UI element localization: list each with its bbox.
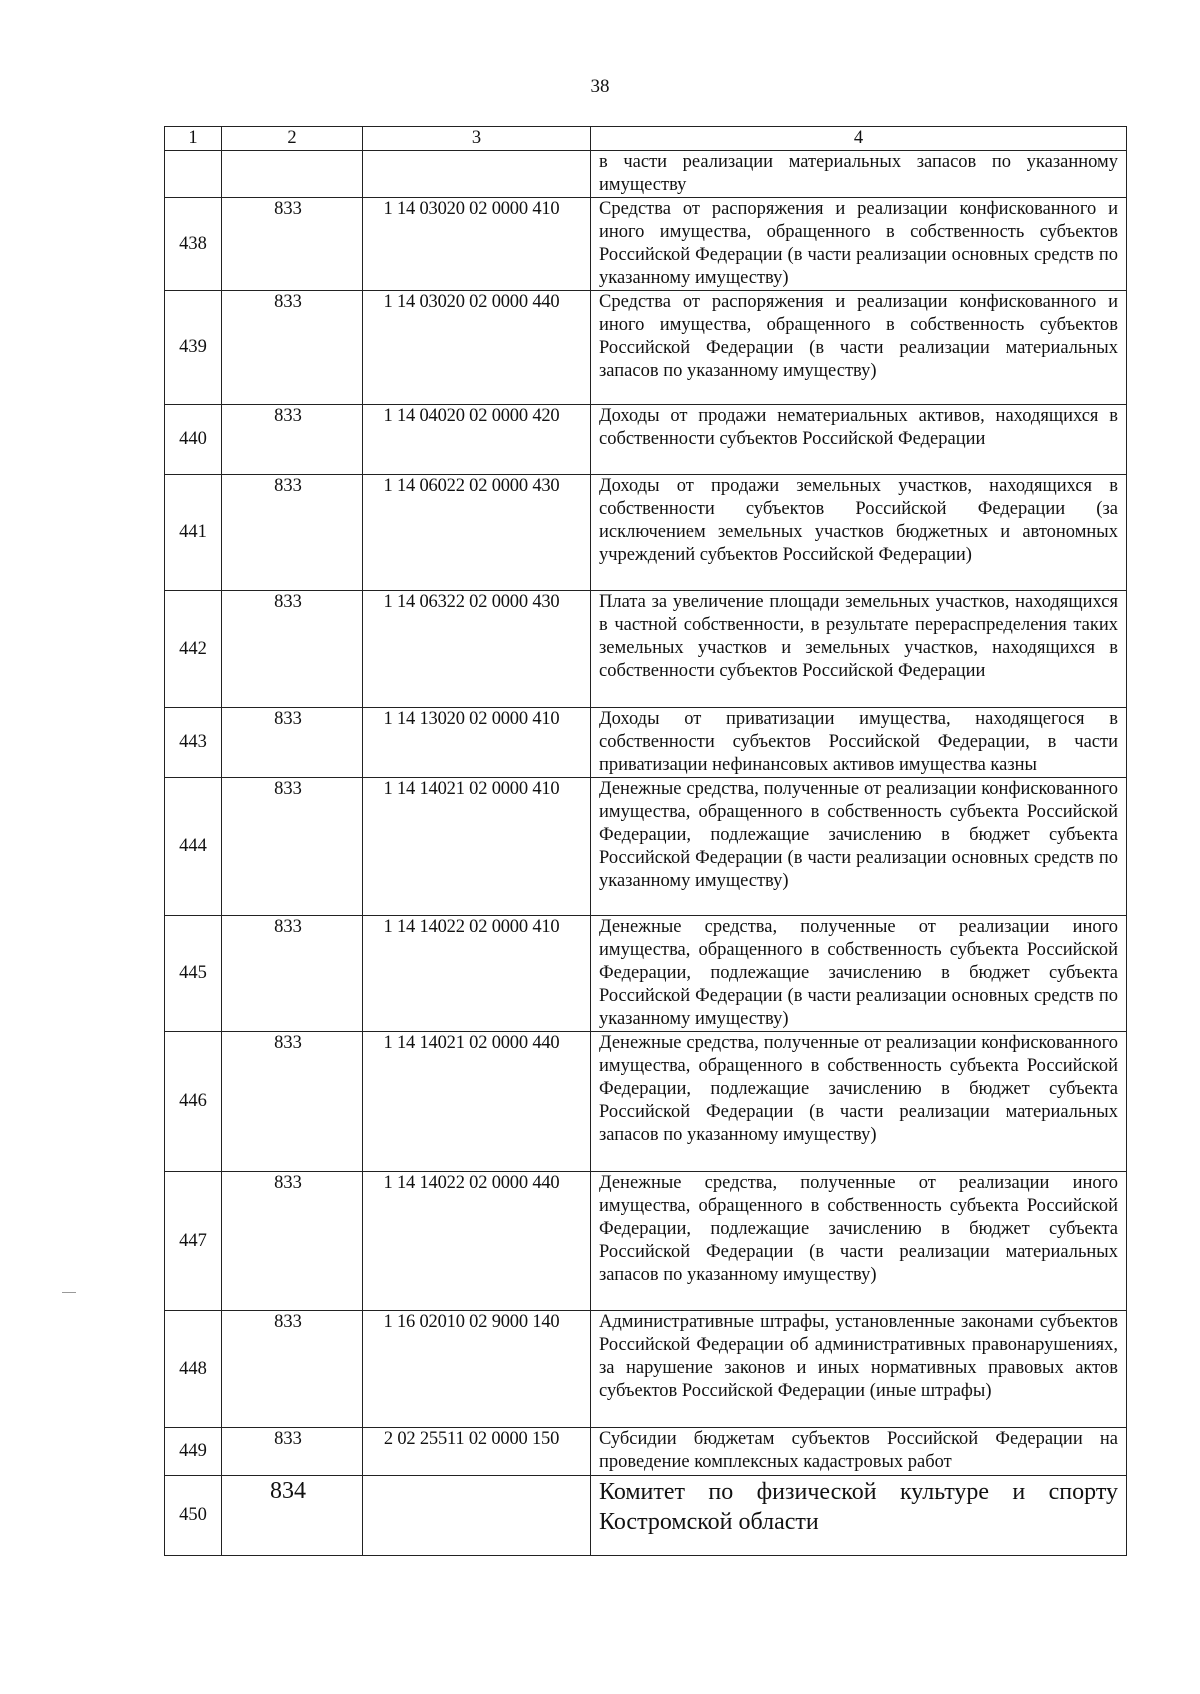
row-number-cell	[165, 151, 222, 198]
column-header-1: 1	[165, 127, 222, 151]
row-number: 449	[165, 1428, 222, 1476]
table-row	[165, 1476, 1127, 1556]
budget-classification-code: 1 14 03020 02 0000 440	[363, 291, 591, 405]
row-number: 443	[165, 708, 222, 778]
table-row	[165, 708, 1127, 778]
row-number: 439	[165, 291, 222, 405]
revenue-codes-table	[164, 126, 1127, 1556]
budget-classification-code: 1 14 03020 02 0000 410	[363, 198, 591, 291]
row-number: 442	[165, 591, 222, 708]
budget-classification-code: 1 14 14022 02 0000 410	[363, 916, 591, 1032]
table-row	[165, 405, 1127, 475]
revenue-description: Доходы от приватизации имущества, находящегося в собственности субъектов Российской Федерации, в части приватизации нефинансовых активов имущества казны	[591, 708, 1127, 778]
table-row	[165, 475, 1127, 591]
admin-code: 833	[222, 1172, 363, 1311]
row-number: 440	[165, 405, 222, 475]
table-row	[165, 1428, 1127, 1476]
continuation-text: в части реализации материальных запасов по указанному имуществу	[591, 151, 1127, 198]
revenue-description: Доходы от продажи нематериальных активов, находящихся в собственности субъектов Российской Федерации	[591, 405, 1127, 475]
revenue-description: Денежные средства, полученные от реализации конфискованного имущества, обращенного в собственность субъекта Российской Федерации, подлежащие зачислению в бюджет субъекта Российской Федерации (в части реализации материальных запасов по указанному имуществу)	[591, 1032, 1127, 1172]
continuation-row	[165, 151, 1127, 198]
admin-code: 833	[222, 1311, 363, 1428]
revenue-description: Денежные средства, полученные от реализации иного имущества, обращенного в собственность субъекта Российской Федерации, подлежащие зачислению в бюджет субъекта Российской Федерации (в части реализации материальных запасов по указанному имуществу)	[591, 1172, 1127, 1311]
admin-code: 833	[222, 291, 363, 405]
budget-classification-code: 1 14 13020 02 0000 410	[363, 708, 591, 778]
row-number: 446	[165, 1032, 222, 1172]
budget-classification-code: 1 14 06322 02 0000 430	[363, 591, 591, 708]
budget-classification-code	[363, 1476, 591, 1556]
admin-code: 833	[222, 591, 363, 708]
admin-code: 834	[222, 1476, 363, 1556]
revenue-description: Плата за увеличение площади земельных участков, находящихся в частной собственности, в результате перераспределения таких земельных участков и земельных участков, находящихся в собственности субъектов Российской Федерации	[591, 591, 1127, 708]
admin-code: 833	[222, 475, 363, 591]
column-header-2: 2	[222, 127, 363, 151]
column-header-3: 3	[363, 127, 591, 151]
budget-classification-code: 1 14 14021 02 0000 410	[363, 778, 591, 916]
admin-code: 833	[222, 1428, 363, 1476]
revenue-description: Денежные средства, полученные от реализации конфискованного имущества, обращенного в собственность субъекта Российской Федерации, подлежащие зачислению в бюджет субъекта Российской Федерации (в части реализации основных средств по указанному имуществу)	[591, 778, 1127, 916]
budget-classification-code: 1 14 14021 02 0000 440	[363, 1032, 591, 1172]
admin-code: 833	[222, 916, 363, 1032]
table-row	[165, 1032, 1127, 1172]
table-row	[165, 291, 1127, 405]
revenue-description: Субсидии бюджетам субъектов Российской Федерации на проведение комплексных кадастровых работ	[591, 1428, 1127, 1476]
column-number-header-row	[165, 127, 1127, 151]
budget-classification-code: 1 14 04020 02 0000 420	[363, 405, 591, 475]
admin-code: 833	[222, 405, 363, 475]
table-row	[165, 916, 1127, 1032]
table-row	[165, 778, 1127, 916]
row-number: 448	[165, 1311, 222, 1428]
table-row	[165, 198, 1127, 291]
table-row	[165, 1172, 1127, 1311]
row-number: 447	[165, 1172, 222, 1311]
row-number: 445	[165, 916, 222, 1032]
table-row	[165, 591, 1127, 708]
admin-code: 833	[222, 198, 363, 291]
column-header-4: 4	[591, 127, 1127, 151]
revenue-description: Административные штрафы, установленные законами субъектов Российской Федерации об административных правонарушениях, за нарушение законов и иных нормативных правовых актов субъектов Российской Федерации (иные штрафы)	[591, 1311, 1127, 1428]
admin-code: 833	[222, 708, 363, 778]
budget-code-cell	[363, 151, 591, 198]
administrator-name: Комитет по физической культуре и спорту Костромской области	[591, 1476, 1127, 1556]
budget-classification-code: 1 14 14022 02 0000 440	[363, 1172, 591, 1311]
row-number: 441	[165, 475, 222, 591]
revenue-description: Средства от распоряжения и реализации конфискованного и иного имущества, обращенного в собственность субъектов Российской Федерации (в части реализации основных средств по указанному имуществу)	[591, 198, 1127, 291]
row-number: 450	[165, 1476, 222, 1556]
revenue-description: Средства от распоряжения и реализации конфискованного и иного имущества, обращенного в собственность субъектов Российской Федерации (в части реализации материальных запасов по указанному имуществу)	[591, 291, 1127, 405]
row-number: 444	[165, 778, 222, 916]
table-row	[165, 1311, 1127, 1428]
admin-code-cell	[222, 151, 363, 198]
admin-code: 833	[222, 778, 363, 916]
revenue-description: Денежные средства, полученные от реализации иного имущества, обращенного в собственность субъекта Российской Федерации, подлежащие зачислению в бюджет субъекта Российской Федерации (в части реализации основных средств по указанному имуществу)	[591, 916, 1127, 1032]
page-number: 38	[590, 76, 610, 97]
revenue-description: Доходы от продажи земельных участков, находящихся в собственности субъектов Российской Федерации (за исключением земельных участков бюджетных и автономных учреждений субъектов Российской Федерации)	[591, 475, 1127, 591]
budget-classification-code: 1 14 06022 02 0000 430	[363, 475, 591, 591]
row-number: 438	[165, 198, 222, 291]
admin-code: 833	[222, 1032, 363, 1172]
budget-classification-code: 2 02 25511 02 0000 150	[363, 1428, 591, 1476]
budget-classification-code: 1 16 02010 02 9000 140	[363, 1311, 591, 1428]
scan-margin-mark	[62, 1292, 76, 1293]
